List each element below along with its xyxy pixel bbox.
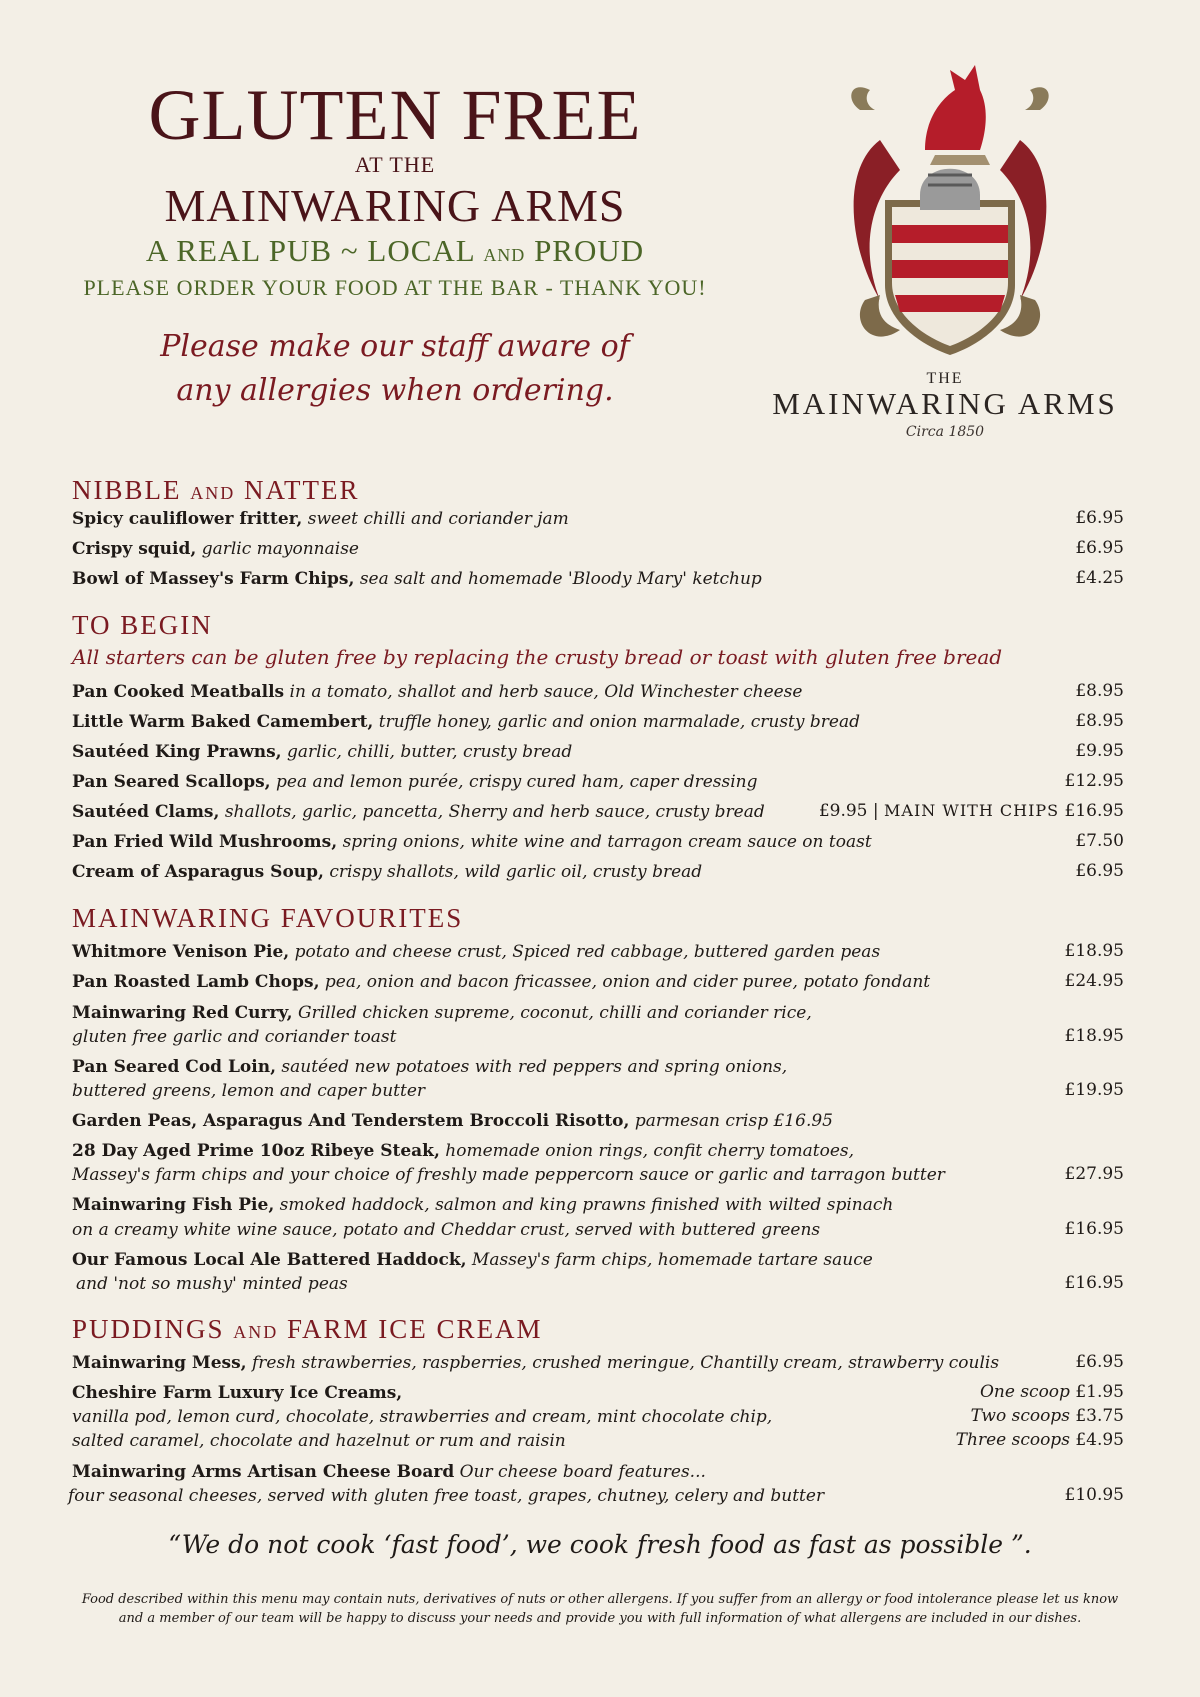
page-title: GLUTEN FREE — [148, 75, 642, 155]
menu-item: Pan Roasted Lamb Chops, pea, onion and bacon fricassee, onion and cider puree, potato fondant — [72, 972, 931, 992]
menu-item-price — [819, 801, 1124, 821]
menu-item-price: £19.95 — [1064, 1080, 1124, 1100]
menu-item: Mainwaring Mess, fresh strawberries, raspberries, crushed meringue, Chantilly cream, strawberry coulis — [72, 1353, 1000, 1373]
menu-item: Pan Fried Wild Mushrooms, spring onions, white wine and tarragon cream sauce on toast — [72, 832, 872, 852]
menu-item: Cheshire Farm Luxury Ice Creams, — [72, 1383, 403, 1403]
menu-item-price: £4.25 — [1075, 568, 1124, 588]
menu-item-price: £10.95 — [1064, 1485, 1124, 1505]
tagline-part-1: A REAL PUB ~ LOCAL — [145, 233, 475, 268]
quote: “We do not cook ‘fast food’, we cook fresh food as fast as possible ”. — [168, 1530, 1032, 1559]
menu-item-desc-cont: on a creamy white wine sauce, potato and Cheddar crust, served with buttered greens — [72, 1220, 821, 1240]
allergy-notice-line-1: Please make our staff aware of — [160, 329, 630, 364]
allergen-footer-line-1: Food described within this menu may contain nuts, derivatives of nuts or other allergens. If you suffer from an allergy or food intolerance please let us know — [81, 1592, 1119, 1607]
menu-item-desc-cont: gluten free garlic and coriander toast — [72, 1027, 397, 1047]
pub-name: MAINWARING ARMS — [164, 180, 626, 231]
order-note: PLEASE ORDER YOUR FOOD AT THE BAR - THANK YOU! — [83, 275, 707, 300]
menu-item: Pan Cooked Meatballs in a tomato, shallot and herb sauce, Old Winchester cheese — [72, 682, 803, 702]
scoop-price-one: One scoop £1.95 — [979, 1382, 1124, 1402]
menu-item-price: £16.95 — [1064, 1219, 1124, 1239]
menu-item-price: £6.95 — [1075, 508, 1124, 528]
menu-item: Cream of Asparagus Soup, crispy shallots, wild garlic oil, crusty bread — [72, 862, 703, 882]
section-heading-to-begin: TO BEGIN — [72, 610, 213, 640]
logo-name: MAINWARING ARMS — [772, 386, 1118, 421]
menu-item: Pan Seared Cod Loin, sautéed new potatoes with red peppers and spring onions, — [72, 1057, 788, 1077]
menu-item: Pan Seared Scallops, pea and lemon purée, crispy cured ham, caper dressing — [72, 772, 758, 792]
menu-item-desc-cont: Massey's farm chips and your choice of freshly made peppercorn sauce or garlic and tarragon butter — [72, 1165, 945, 1185]
menu-item-price: £8.95 — [1075, 711, 1124, 731]
menu-item: Little Warm Baked Camembert, truffle honey, garlic and onion marmalade, crusty bread — [72, 712, 860, 732]
menu-item: Mainwaring Arms Artisan Cheese Board Our cheese board features... — [72, 1462, 706, 1482]
menu-item-price: £16.95 — [1064, 1273, 1124, 1293]
logo-the: THE — [926, 370, 964, 387]
menu-item: Mainwaring Fish Pie, smoked haddock, salmon and king prawns finished with wilted spinach — [72, 1195, 894, 1215]
menu-item: 28 Day Aged Prime 10oz Ribeye Steak, homemade onion rings, confit cherry tomatoes, — [72, 1141, 855, 1161]
menu-item: Sautéed King Prawns, garlic, chilli, butter, crusty bread — [72, 742, 573, 762]
menu-item-price: £27.95 — [1064, 1164, 1124, 1184]
menu-item-price: £9.95 — [1075, 741, 1124, 761]
scoop-price-three: Three scoops £4.95 — [955, 1430, 1124, 1450]
menu-item: Mainwaring Red Curry, Grilled chicken supreme, coconut, chilli and coriander rice, — [72, 1003, 812, 1023]
starters-note: All starters can be gluten free by replacing the crusty bread or toast with gluten free bread — [72, 645, 1003, 669]
menu-item: Crispy squid, garlic mayonnaise — [72, 539, 359, 559]
menu-item-price: £6.95 — [1075, 1352, 1124, 1372]
menu-item: Garden Peas, Asparagus And Tenderstem Broccoli Risotto, parmesan crisp £16.95 — [72, 1111, 833, 1131]
scoop-price-two: Two scoops £3.75 — [970, 1406, 1124, 1426]
section-heading-nibble: NIBBLE AND NATTER — [72, 475, 360, 505]
logo-circa: Circa 1850 — [905, 424, 985, 440]
tagline-and: AND — [483, 245, 526, 265]
starter-price: £9.95 | — [818, 801, 879, 821]
crest-logo — [840, 50, 1060, 360]
menu-item-price: £7.50 — [1075, 831, 1124, 851]
tagline — [80, 232, 710, 274]
menu-item-price: £24.95 — [1064, 971, 1124, 991]
menu-item-price: £18.95 — [1064, 941, 1124, 961]
main-with-chips-label: MAIN WITH CHIPS — [884, 801, 1060, 820]
menu-item-desc-cont: buttered greens, lemon and caper butter — [72, 1081, 426, 1101]
at-the-label: AT THE — [354, 152, 436, 177]
crest-icon — [840, 50, 1060, 360]
menu-item-price: £6.95 — [1075, 861, 1124, 881]
section-heading-puddings: PUDDINGS AND FARM ICE CREAM — [72, 1314, 543, 1344]
menu-item-price: £6.95 — [1075, 538, 1124, 558]
allergen-footer-line-2: and a member of our team will be happy to discuss your needs and provide you with full information of what allergens are included in our dishes. — [118, 1611, 1082, 1626]
menu-item-desc-cont: and 'not so mushy' minted peas — [76, 1274, 348, 1294]
main-price: £16.95 — [1064, 801, 1124, 821]
menu-item-desc-cont: four seasonal cheeses, served with gluten free toast, grapes, chutney, celery and butter — [68, 1486, 825, 1506]
allergy-notice-line-2: any allergies when ordering. — [176, 373, 614, 408]
menu-item-desc: vanilla pod, lemon curd, chocolate, strawberries and cream, mint chocolate chip, — [72, 1407, 773, 1427]
menu-item: Spicy cauliflower fritter, sweet chilli and coriander jam — [72, 509, 569, 529]
menu-item: Bowl of Massey's Farm Chips, sea salt and homemade 'Bloody Mary' ketchup — [72, 569, 762, 589]
tagline-part-2: PROUD — [534, 233, 645, 268]
menu-item-price: £12.95 — [1064, 771, 1124, 791]
menu-item: Whitmore Venison Pie, potato and cheese crust, Spiced red cabbage, buttered garden peas — [72, 942, 881, 962]
menu-item: Our Famous Local Ale Battered Haddock, Massey's farm chips, homemade tartare sauce — [72, 1250, 873, 1270]
menu-item-price: £18.95 — [1064, 1026, 1124, 1046]
menu-item-desc-cont: salted caramel, chocolate and hazelnut or rum and raisin — [72, 1431, 566, 1451]
menu-item: Sautéed Clams, shallots, garlic, pancetta, Sherry and herb sauce, crusty bread — [72, 802, 765, 822]
menu-item-price: £8.95 — [1075, 681, 1124, 701]
section-heading-favourites: MAINWARING FAVOURITES — [72, 903, 464, 933]
